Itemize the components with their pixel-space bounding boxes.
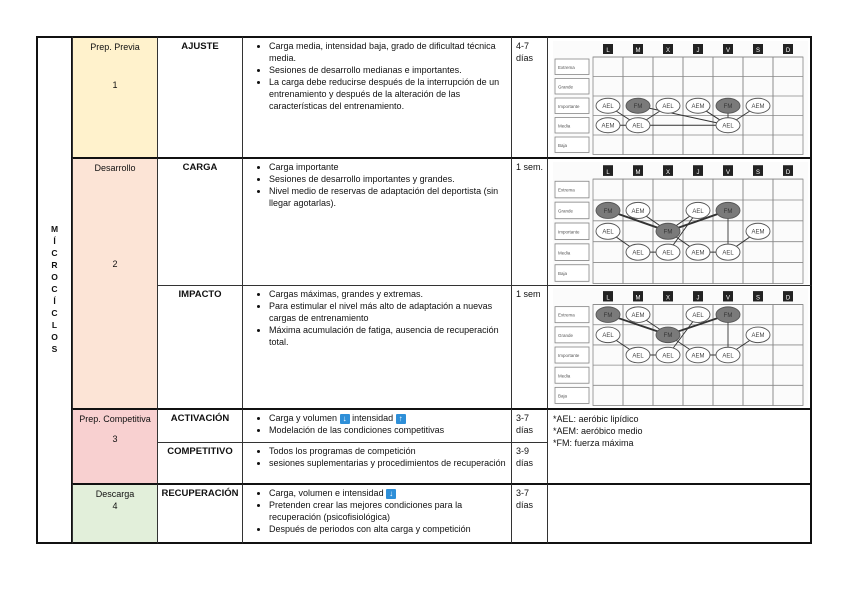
side-label-text: MÍCROCÍCLOS [49,224,60,356]
level-label: Baja [558,142,568,148]
bullet-text: Carga, volumen e intensidad [269,488,384,498]
session-label: AEM [691,103,705,110]
session-label: AEL [602,228,614,236]
session-label: AEL [602,103,614,110]
phase-number: 4 [112,501,118,511]
level-label: Baja [558,393,567,399]
diagram-cell-ajuste [547,36,812,158]
bullet: • Después de periodos con alta carga y competición [269,523,511,535]
microciclos-side-label [36,36,73,544]
diagram-background [553,288,808,406]
type-competitivo: COMPETITIVO [157,442,243,484]
day-label: S [755,294,761,302]
session-label: FM [603,207,613,215]
description-ajuste [242,36,512,158]
level-label: Grande [558,332,573,338]
day-label: V [725,294,731,302]
description-competitivo [242,442,512,484]
session-label: AEM [601,123,615,130]
session-label: FM [723,103,733,110]
level-label: Media [558,373,571,379]
bullet: • Todos los programas de competición [269,445,511,457]
day-label: L [606,48,610,54]
description-recuperacion [242,483,512,544]
day-label: M [635,294,641,302]
load-diagram-impacto [553,288,808,406]
day-label: X [665,48,671,54]
session-label: AEL [722,352,734,360]
level-label: Importante [558,103,580,109]
type-carga: CARGA [157,157,243,286]
level-label: Grande [558,84,574,90]
bullet: • La carga debe reducirse después de la interrupción de un entrenamiento y después de la alteración de las características del entrenamiento. [269,76,511,112]
phase-prep-previa [72,36,158,158]
day-label: X [665,294,671,302]
day-label: S [756,168,760,176]
level-label: Importante [558,229,580,235]
duration-recuperacion: 3-7 días [511,483,548,544]
phase-number: 1 [112,80,118,90]
load-diagram-ajuste [553,41,808,155]
session-label: AEM [751,103,765,110]
session-label: AEL [722,123,734,130]
session-label: FM [633,103,643,110]
empty-cell [547,483,812,544]
diagram-cell-carga [547,157,812,286]
duration-carga: 1 sem. [511,157,548,286]
session-label: AEM [751,228,765,236]
phase-number: 2 [112,259,118,269]
day-label: D [785,48,791,54]
bullet: • Para estimular el nivel más alto de adaptación a nuevas cargas de entrenamiento [269,300,511,324]
day-label: J [696,294,700,302]
bullet: • Modelación de las condiciones competitivas [269,424,511,436]
bullet: • Máxima acumulación de fatiga, ausencia de recuperación total. [269,324,511,348]
phase-prep-competitiva [72,408,158,484]
day-label: L [606,294,610,302]
load-diagram-carga [553,162,808,284]
bullet: • Carga media, intensidad baja, grado de dificultad técnica media. [269,40,511,64]
session-label: AEL [662,249,674,257]
session-label: AEL [632,249,644,257]
arrow-down-icon: ↓ [340,414,350,424]
duration-ajuste: 4-7 días [511,36,548,158]
session-label: AEM [631,207,645,215]
duration-activacion: 3-7 días [511,408,548,443]
bullet: • sesiones suplementarias y procedimientos de recuperación [269,457,511,469]
session-label: FM [723,311,733,319]
level-label: Extrema [558,187,575,193]
phase-label: Descarga [95,489,135,499]
phase-label: Desarrollo [94,163,136,173]
duration-competitivo: 3-9 días [511,442,548,484]
diagram-cell-impacto [547,285,812,409]
type-recuperacion: RECUPERACIÓN [157,483,243,544]
session-label: AEM [631,311,645,319]
day-label: L [606,168,610,176]
bullet: • Sesiones de desarrollo medianas e importantes. [269,64,511,76]
arrow-down-icon: ↓ [386,489,396,499]
phase-label: Prep. Previa [90,42,140,52]
level-label: Extrema [558,64,575,70]
bullet [269,487,511,499]
description-carga [242,157,512,286]
phase-number: 3 [112,434,118,444]
description-impacto [242,285,512,409]
level-label: Grande [558,208,573,214]
session-label: AEL [632,123,644,130]
bullet [269,412,511,424]
diagram-background [553,41,808,155]
phase-label: Prep. Competitiva [79,414,151,424]
bullet: • Pretenden crear las mejores condiciones para la recuperación (psicofisiológica) [269,499,511,523]
phase-descarga [72,483,158,544]
bullet: • Carga importante [269,161,511,173]
type-activacion: ACTIVACIÓN [157,408,243,443]
duration-impacto: 1 sem [511,285,548,409]
day-label: X [666,168,670,176]
session-label: AEL [692,311,704,319]
session-label: AEL [692,207,704,215]
level-label: Importante [558,353,580,359]
day-label: S [755,48,761,54]
day-label: V [726,168,730,176]
type-ajuste: AJUSTE [157,36,243,158]
type-impacto: IMPACTO [157,285,243,409]
day-label: M [635,48,641,54]
session-label: AEM [691,352,705,360]
session-label: AEL [662,352,674,360]
arrow-up-icon: ↑ [396,414,406,424]
day-label: V [725,48,731,54]
day-label: J [696,48,700,54]
day-label: M [635,168,641,176]
legend-item: *FM: fuerza máxima [553,438,634,448]
session-label: AEL [632,352,644,360]
day-label: J [696,168,700,176]
bullet: • Nivel medio de reservas de adaptación del deportista (sin llegar agotarlas). [269,185,511,209]
abbreviation-legend [547,408,812,484]
legend-item: *AEL: aeróbic lipídico [553,414,639,424]
session-label: AEL [722,249,734,257]
session-label: FM [603,311,613,319]
day-label: D [785,294,791,302]
level-label: Media [558,250,571,256]
description-activacion [242,408,512,443]
legend-item: *AEM: aeróbico medio [553,426,643,436]
session-label: FM [723,207,733,215]
session-label: FM [663,332,673,340]
session-label: AEL [602,332,614,340]
bullet-text: Carga y volumen [269,413,338,423]
session-label: AEM [751,332,765,340]
level-label: Extrema [558,312,575,318]
session-label: AEM [691,249,705,257]
day-label: D [785,168,791,176]
session-label: FM [663,228,673,236]
session-label: AEL [662,103,674,110]
bullet: • Cargas máximas, grandes y extremas. [269,288,511,300]
bullet: • Sesiones de desarrollo importantes y grandes. [269,173,511,185]
level-label: Baja [558,271,568,277]
phase-desarrollo [72,157,158,409]
bullet-text: intensidad [352,413,394,423]
level-label: Media [558,123,571,129]
